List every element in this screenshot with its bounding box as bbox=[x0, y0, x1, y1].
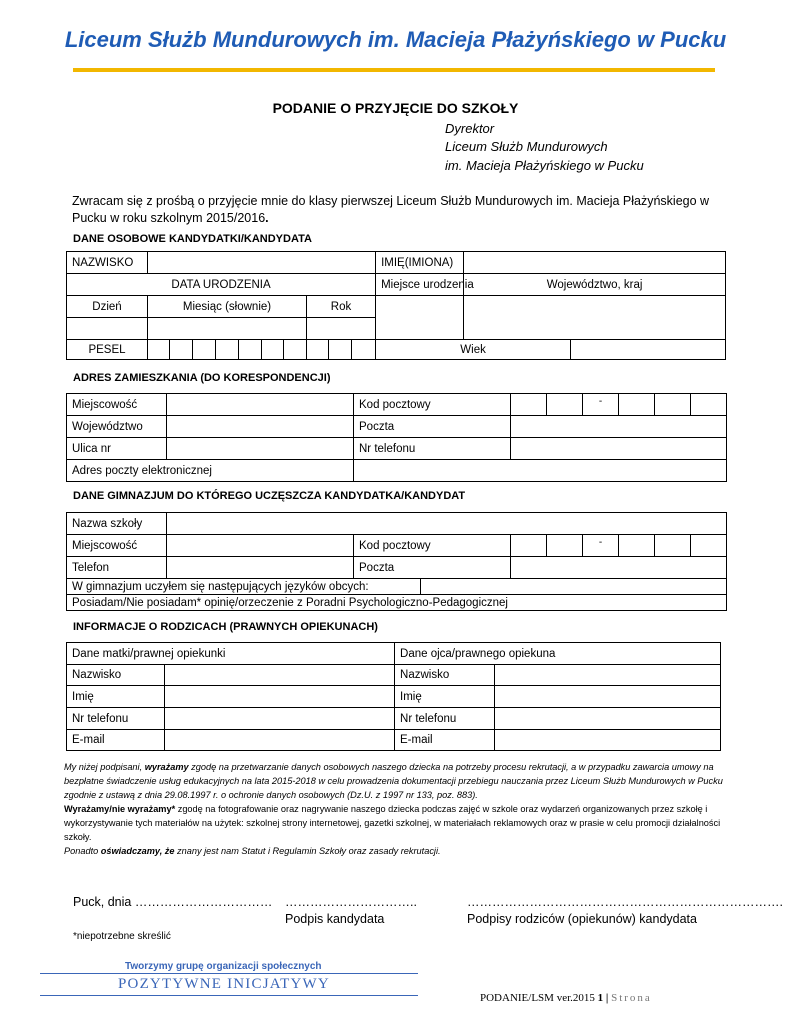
section-address-heading: ADRES ZAMIESZKANIA (DO KORESPONDENCJI) bbox=[73, 372, 331, 384]
month-field[interactable] bbox=[148, 318, 307, 340]
age-field[interactable] bbox=[571, 340, 726, 360]
footer-tagline: Tworzymy grupę organizacji społecznych bbox=[125, 961, 322, 972]
opinion-statement: Posiadam/Nie posiadam* opinię/orzeczenie z Poradni Psychologiczno-Pedagogicznej bbox=[67, 595, 727, 611]
phone-field[interactable] bbox=[511, 438, 727, 460]
pesel-digit[interactable] bbox=[193, 340, 216, 360]
page-word: Strona bbox=[611, 992, 652, 1004]
consent-notes bbox=[64, 760, 724, 858]
school-phone-label: Telefon bbox=[67, 557, 167, 579]
mother-name-field[interactable] bbox=[165, 686, 395, 708]
town-label: Miejscowość bbox=[67, 394, 167, 416]
mother-name-label: Imię bbox=[67, 686, 165, 708]
father-name-label: Imię bbox=[395, 686, 495, 708]
school-post-office-field[interactable] bbox=[511, 557, 727, 579]
parents-table bbox=[66, 642, 721, 751]
voivodeship-country-field[interactable] bbox=[464, 296, 726, 340]
doc-code: PODANIE/LSM ver.2015 bbox=[480, 992, 598, 1004]
father-heading: Dane ojca/prawnego opiekuna bbox=[395, 643, 721, 665]
addressee-line-2: Liceum Służb Mundurowych bbox=[445, 139, 608, 154]
age-label: Wiek bbox=[376, 340, 571, 360]
school-postal-label: Kod pocztowy bbox=[354, 535, 511, 557]
form-title: PODANIE O PRZYJĘCIE DO SZKOŁY bbox=[272, 100, 519, 116]
surname-label: NAZWISKO bbox=[67, 252, 148, 274]
section-school-heading: DANE GIMNAZJUM DO KTÓREGO UCZĘSZCZA KANDYDATKA/KANDYDAT bbox=[73, 490, 466, 502]
day-field[interactable] bbox=[67, 318, 148, 340]
pesel-digit[interactable] bbox=[307, 340, 329, 360]
mother-email-label: E-mail bbox=[67, 730, 165, 751]
voivodeship-country-label: Województwo, kraj bbox=[464, 274, 726, 296]
pesel-digit[interactable] bbox=[170, 340, 193, 360]
father-phone-field[interactable] bbox=[495, 708, 721, 730]
parents-signature-label: Podpisy rodziców (opiekunów) kandydata bbox=[467, 912, 697, 926]
section-personal-heading: DANE OSOBOWE KANDYDATKI/KANDYDATA bbox=[73, 233, 312, 245]
page-separator: | bbox=[603, 992, 612, 1004]
email-field[interactable] bbox=[354, 460, 727, 482]
school-post-office-label: Poczta bbox=[354, 557, 511, 579]
day-label: Dzień bbox=[67, 296, 148, 318]
surname-field[interactable] bbox=[148, 252, 376, 274]
pesel-digit[interactable] bbox=[148, 340, 170, 360]
first-names-label: IMIĘ(IMIONA) bbox=[376, 252, 464, 274]
school-table bbox=[66, 512, 727, 579]
birth-date-label: DATA URODZENIA bbox=[67, 274, 376, 296]
data-processing-consent: My niżej podpisani, wyrażamy zgodę na przetwarzanie danych osobowych naszego dziecka na potrzeby procesu rekrutacji, a w przypadku zawarcia umowy na bezpłatne świadczenie usług edukacyjnych na lata 2015-2018 w celu prowadzenia dokumentacji przebiegu nauczania przez Liceum Służb Mundurowych w Pucku zgodnie z ustawą z dnia 29.08.1997 r. o ochronie danych osobowych (Dz.U. z 1997 nr 133, poz. 883). bbox=[64, 762, 723, 800]
father-phone-label: Nr telefonu bbox=[395, 708, 495, 730]
pesel-digit[interactable] bbox=[216, 340, 239, 360]
addressee-line-1: Dyrektor bbox=[445, 121, 495, 136]
post-office-field[interactable] bbox=[511, 416, 727, 438]
languages-field[interactable] bbox=[421, 579, 727, 595]
pesel-digit[interactable] bbox=[239, 340, 262, 360]
first-names-field[interactable] bbox=[464, 252, 726, 274]
postal-digit[interactable] bbox=[655, 535, 691, 557]
year-label: Rok bbox=[307, 296, 376, 318]
school-extra-table bbox=[66, 578, 727, 611]
school-name-field[interactable] bbox=[167, 513, 727, 535]
address-table bbox=[66, 393, 727, 482]
addressee-line-3: im. Macieja Płażyńskiego w Pucku bbox=[445, 158, 644, 173]
voivodeship-field[interactable] bbox=[167, 416, 354, 438]
father-surname-label: Nazwisko bbox=[395, 665, 495, 686]
street-field[interactable] bbox=[167, 438, 354, 460]
phone-label: Nr telefonu bbox=[354, 438, 511, 460]
footer-rule-bottom bbox=[40, 995, 418, 996]
school-title: Liceum Służb Mundurowych im. Macieja Płażyńskiego w Pucku bbox=[64, 27, 727, 52]
pesel-digit[interactable] bbox=[352, 340, 376, 360]
birth-place-label: Miejsce urodzenia bbox=[376, 274, 464, 296]
mother-phone-label: Nr telefonu bbox=[67, 708, 165, 730]
email-label: Adres poczty elektronicznej bbox=[67, 460, 354, 482]
footer-brand-logo: POZYTYWNE INICJATYWY bbox=[118, 976, 330, 992]
postal-digit[interactable] bbox=[619, 535, 655, 557]
languages-label: W gimnazjum uczyłem się następujących języków obcych: bbox=[67, 579, 421, 595]
month-label: Miesiąc (słownie) bbox=[148, 296, 307, 318]
page-number: 1 bbox=[597, 992, 604, 1004]
street-label: Ulica nr bbox=[67, 438, 167, 460]
mother-heading: Dane matki/prawnej opiekunki bbox=[67, 643, 395, 665]
statute-declaration: Ponadto oświadczamy, że znany jest nam Statut i Regulamin Szkoły oraz zasady rekrutacji. bbox=[64, 846, 441, 856]
header-divider bbox=[73, 68, 715, 72]
mother-surname-field[interactable] bbox=[165, 665, 395, 686]
section-parents-heading: INFORMACJE O RODZICACH (PRAWNYCH OPIEKUNACH) bbox=[73, 621, 378, 633]
postal-digit[interactable] bbox=[511, 394, 547, 416]
postal-dash: - bbox=[583, 535, 619, 557]
postal-digit[interactable] bbox=[691, 535, 727, 557]
postal-code-label: Kod pocztowy bbox=[354, 394, 511, 416]
place-date-field[interactable]: Puck, dnia …………………………… bbox=[73, 895, 273, 909]
post-office-label: Poczta bbox=[354, 416, 511, 438]
page-footer bbox=[480, 992, 652, 1004]
candidate-signature-line[interactable]: ………………………….. bbox=[285, 895, 417, 909]
postal-digit[interactable] bbox=[691, 394, 727, 416]
mother-email-field[interactable] bbox=[165, 730, 395, 751]
pesel-digit[interactable] bbox=[284, 340, 307, 360]
postal-digit[interactable] bbox=[511, 535, 547, 557]
school-phone-field[interactable] bbox=[167, 557, 354, 579]
father-name-field[interactable] bbox=[495, 686, 721, 708]
pesel-digit[interactable] bbox=[262, 340, 284, 360]
footnote: *niepotrzebne skreślić bbox=[73, 931, 171, 942]
birth-place-field[interactable] bbox=[376, 296, 464, 340]
school-name-label: Nazwa szkoły bbox=[67, 513, 167, 535]
personal-data-table bbox=[66, 251, 726, 360]
intro-paragraph: Zwracam się z prośbą o przyjęcie mnie do klasy pierwszej Liceum Służb Mundurowych im. Macieja Płażyńskiego w Pucku w roku szkolnym 2015/2016. bbox=[72, 194, 710, 225]
footer-rule-top bbox=[40, 973, 418, 974]
father-surname-field[interactable] bbox=[495, 665, 721, 686]
candidate-signature-label: Podpis kandydata bbox=[285, 912, 385, 926]
school-town-field[interactable] bbox=[167, 535, 354, 557]
voivodeship-label: Województwo bbox=[67, 416, 167, 438]
postal-digit[interactable] bbox=[619, 394, 655, 416]
postal-digit[interactable] bbox=[547, 535, 583, 557]
town-field[interactable] bbox=[167, 394, 354, 416]
postal-digit[interactable] bbox=[655, 394, 691, 416]
year-field[interactable] bbox=[307, 318, 376, 340]
mother-surname-label: Nazwisko bbox=[67, 665, 165, 686]
postal-digit[interactable] bbox=[547, 394, 583, 416]
pesel-label: PESEL bbox=[67, 340, 148, 360]
postal-dash: - bbox=[583, 394, 619, 416]
photo-consent: Wyrażamy/nie wyrażamy* zgodę na fotografowanie oraz nagrywanie naszego dziecka podczas zajęć w szkole oraz wydarzeń organizowanych przez szkołę i wykorzystywanie tych materiałów na użytek: szkolnej strony internetowej, gazetki szkolnej, w materiałach reklamowych oraz w prasie w celu promocji działalności szkoły. bbox=[64, 804, 721, 842]
school-town-label: Miejscowość bbox=[67, 535, 167, 557]
mother-phone-field[interactable] bbox=[165, 708, 395, 730]
father-email-field[interactable] bbox=[495, 730, 721, 751]
father-email-label: E-mail bbox=[395, 730, 495, 751]
parents-signature-line[interactable]: …………………………………………………………………. bbox=[467, 895, 783, 909]
pesel-digit[interactable] bbox=[329, 340, 352, 360]
